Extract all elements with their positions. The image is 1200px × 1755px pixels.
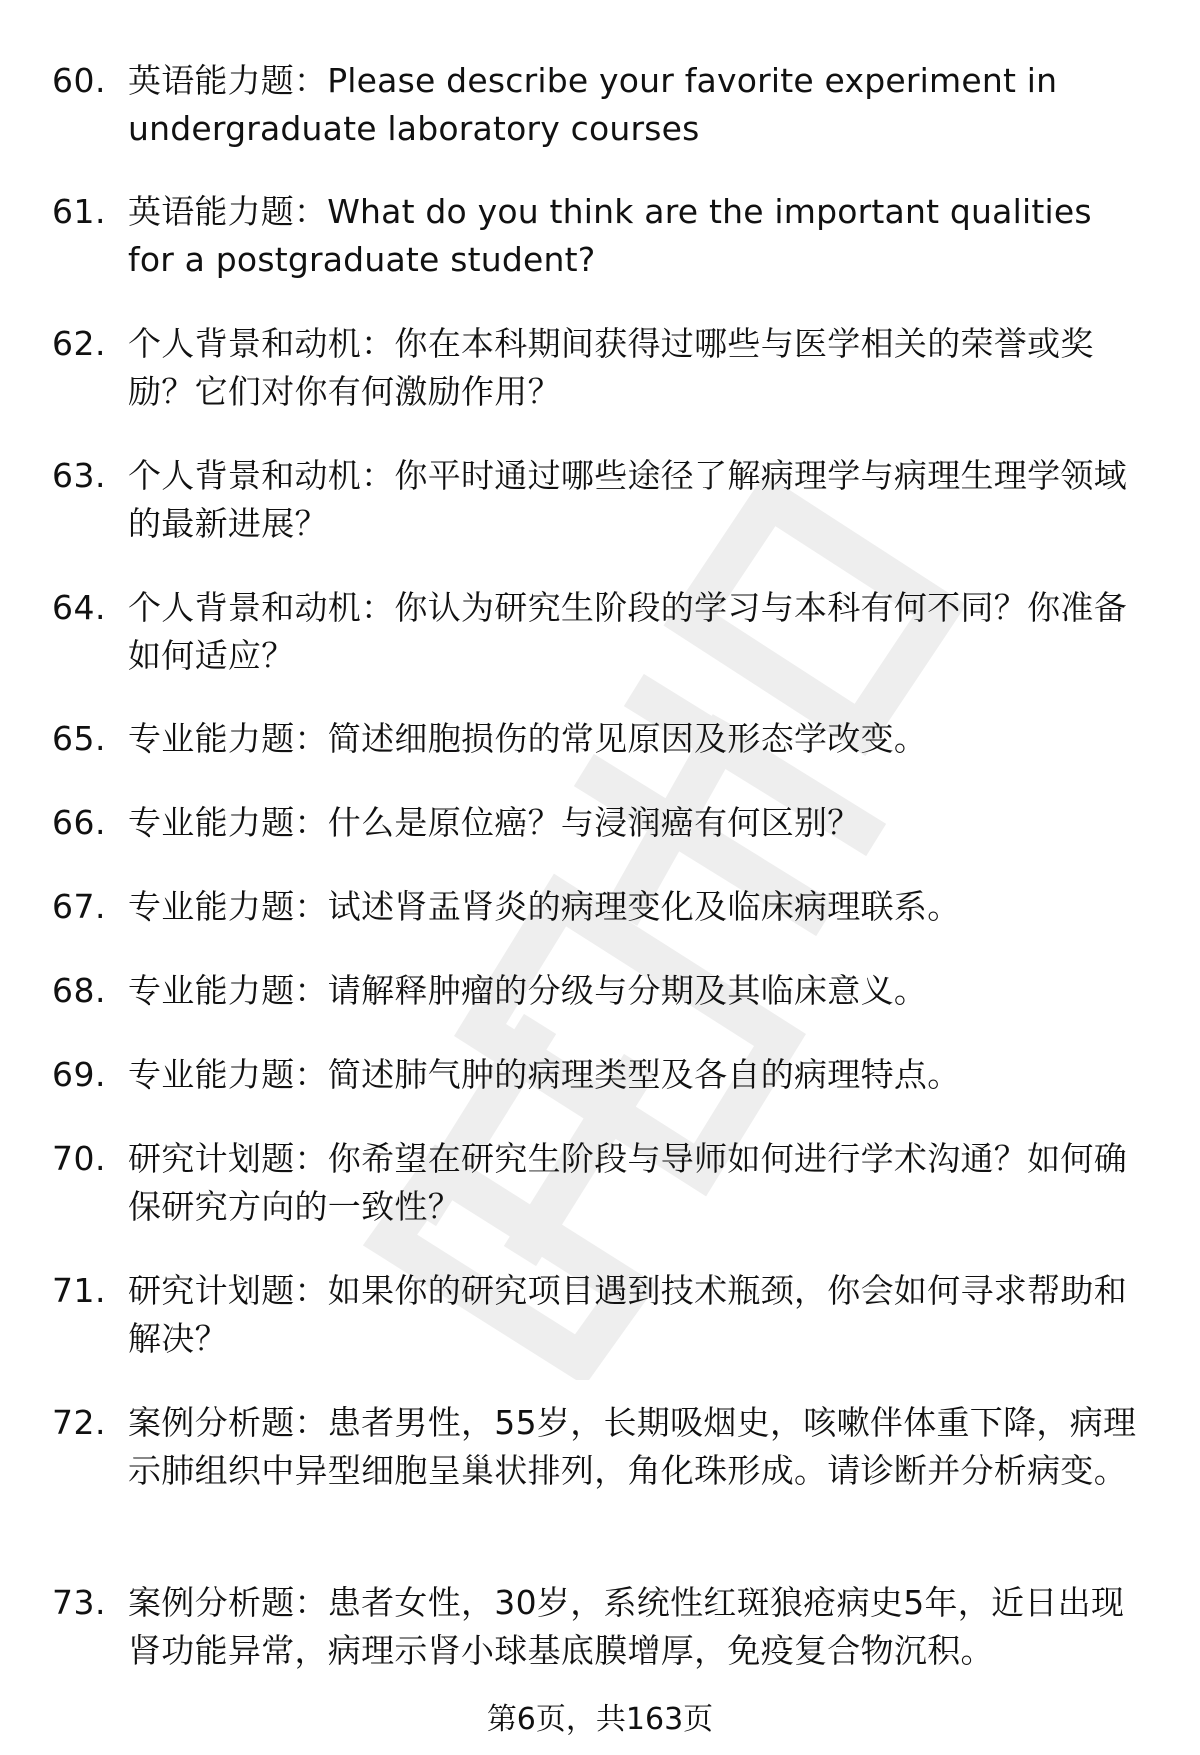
question-text: 专业能力题：试述肾盂肾炎的病理变化及临床病理联系。 [128,887,961,926]
question-text: 专业能力题：简述肺气肿的病理类型及各自的病理特点。 [128,1055,961,1094]
question-number: 71. [52,1271,106,1310]
question-number: 73. [52,1583,106,1622]
question-text: 案例分析题：患者男性，55岁，长期吸烟史，咳嗽伴体重下降，病理示肺组织中异型细胞呈巢状排列，角化珠形成。请诊断并分析病变。 [128,1403,1137,1490]
question-number: 61. [52,192,106,231]
question-text: 个人背景和动机：你平时通过哪些途径了解病理学与病理生理学领域的最新进展？ [128,456,1127,543]
question-number: 64. [52,588,106,627]
question-text: 英语能力题：What do you think are the important qualities for a postgraduate student? [128,192,1092,279]
question-number: 70. [52,1139,106,1178]
question-number: 69. [52,1055,106,1094]
question-number: 63. [52,456,106,495]
question-text: 研究计划题：如果你的研究项目遇到技术瓶颈，你会如何寻求帮助和解决？ [128,1271,1127,1358]
question-number: 68. [52,971,106,1010]
question-number: 72. [52,1403,106,1442]
question-text: 专业能力题：什么是原位癌？与浸润癌有何区别？ [128,803,861,842]
question-text: 英语能力题：Please describe your favorite experiment in undergraduate laboratory courses [128,61,1058,148]
question-text: 案例分析题：患者女性，30岁，系统性红斑狼疮病史5年，近日出现肾功能异常，病理示肾小球基底膜增厚，免疫复合物沉积。 [128,1583,1125,1670]
question-number: 60. [52,61,106,100]
question-text: 个人背景和动机：你在本科期间获得过哪些与医学相关的荣誉或奖励？它们对你有何激励作用？ [128,324,1094,411]
question-number: 67. [52,887,106,926]
question-number: 62. [52,324,106,363]
question-text: 专业能力题：请解释肿瘤的分级与分期及其临床意义。 [128,971,928,1010]
page-footer: 第6页，共163页 [486,1702,714,1737]
question-number: 65. [52,719,106,758]
question-text: 专业能力题：简述细胞损伤的常见原因及形态学改变。 [128,719,928,758]
question-text: 研究计划题：你希望在研究生阶段与导师如何进行学术沟通？如何确保研究方向的一致性？ [128,1139,1127,1226]
question-number: 66. [52,803,106,842]
question-text: 个人背景和动机：你认为研究生阶段的学习与本科有何不同？你准备如何适应？ [128,588,1127,675]
